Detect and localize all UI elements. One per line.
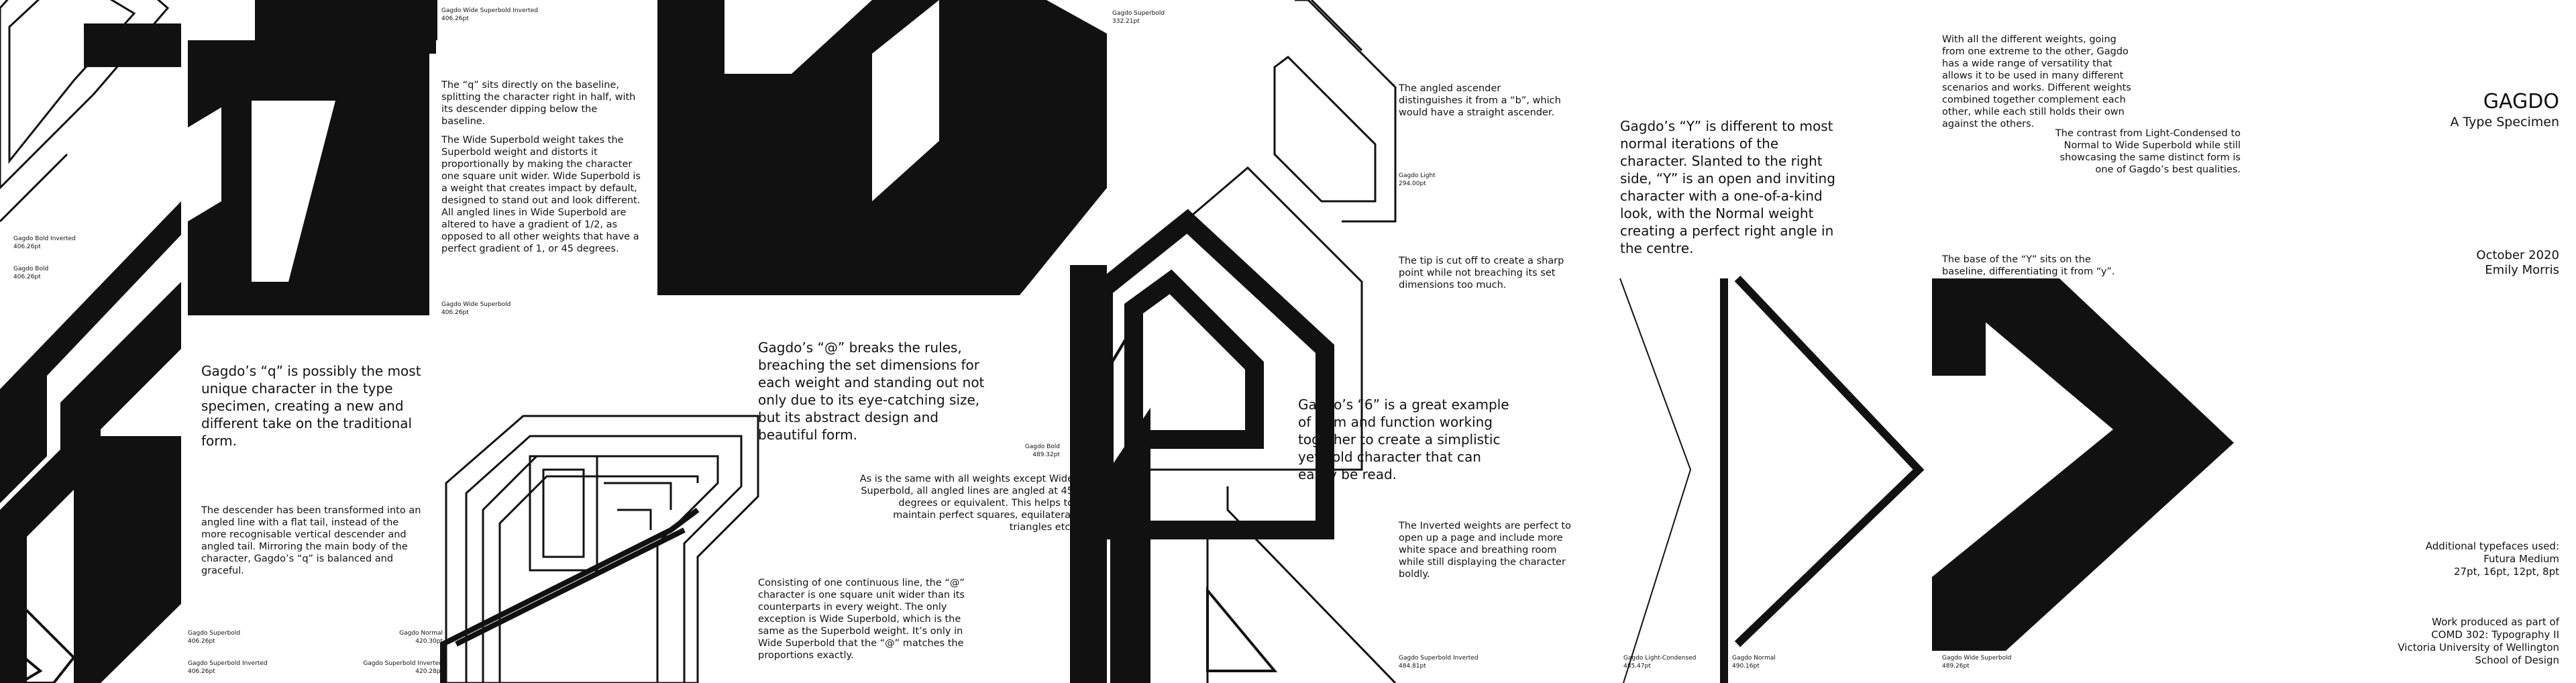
caption-bold: Gagdo Bold 406.26pt — [13, 266, 49, 280]
caption-light-condensed: Gagdo Light-Condensed 485.47pt — [1623, 655, 1697, 670]
cover-subtitle: A Type Specimen — [2450, 115, 2559, 129]
body-inverted: The Inverted weights are perfect to open up a page and include more white space and breathing room while still displaying the character boldly. — [1399, 521, 1571, 580]
glyph-six-superbold-inverted — [1208, 590, 1275, 671]
body-at-angles: As is the same with all weights except Wide Superbold, all angled lines are angled at 45 degrees or equivalent. This helps to maintain perfect squares, equilateral triangles etc. — [859, 474, 1073, 533]
body-q-baseline: The “q” sits directly on the baseline, splitting the character right in half, with its descender dipping below the baseline. — [441, 80, 636, 127]
body-weights: With all the different weights, going from one extreme to the other, Gagdo has a wide range of versatility that allows it to be used in many different scenarios and works. Different weights combined together complement each other, while each still holds their own against the others. — [1942, 34, 2131, 129]
glyph-at-normal — [446, 416, 758, 683]
glyph-y-wide-superbold — [1932, 278, 2234, 651]
caption-normal: Gagdo Normal 420.30pt — [399, 630, 443, 645]
caption-wide-inverted: Gagdo Wide Superbold Inverted 406.26pt — [441, 7, 538, 22]
caption-light: Gagdo Light 294.00pt — [1399, 172, 1436, 187]
cover-credits: Work produced as part of COMD 302: Typography II Victoria University of Wellington School of Design — [2398, 616, 2559, 666]
caption-wide-p6: Gagdo Wide Superbold 489.26pt — [1942, 655, 2012, 670]
glyph-at-superbold-inverted — [443, 510, 698, 683]
glyph-y-light-condensed — [1620, 278, 1690, 683]
cover-title: GAGDO — [2483, 90, 2559, 113]
caption-bold-inverted: Gagdo Bold Inverted 406.26pt — [13, 235, 76, 250]
cover-typefaces: Additional typefaces used: Futura Medium 27pt, 16pt, 12pt, 8pt — [2425, 540, 2559, 578]
caption-normal-p5: Gagdo Normal 490.16pt — [1732, 655, 1776, 670]
body-tip: The tip is cut off to create a sharp point while not breaching its set dimensions too much. — [1399, 256, 1564, 291]
body-ascender: The angled ascender distinguishes it from a “b”, which would have a straight ascender. — [1399, 83, 1561, 118]
body-contrast: The contrast from Light-Condensed to Normal to Wide Superbold while still showcasing the same distinct form is one of Gagdo’s best qualities. — [2055, 128, 2241, 175]
body-base: The base of the “Y” sits on the baseline, differentiating it from “y”. — [1942, 254, 2115, 277]
body-at-line: Consisting of one continuous line, the “@” character is one square unit wider than its counterparts in every weight. The only exception is Wide Superbold, which is the same as the Superbold weight. It’s only in Wide Superbold that the “@” matches the proportions exactly. — [758, 578, 965, 661]
glyph-six-light — [1275, 0, 1395, 221]
cover-date: October 2020 — [2476, 248, 2559, 262]
body-wide-superbold: The Wide Superbold weight takes the Superbold weight and distorts it proportionally by making the character one square unit wider. Wide Superbold is a weight that creates impact by default, designed to stand out and look different. All angled lines in Wide Superbold are altered to have a gradient of 1/2, as opposed to all other weights that have a perfect gradient of 1, or 45 degrees. — [441, 135, 641, 254]
body-q-descender: The descender has been transformed into an angled line with a flat tail, instead of the more recognisable vertical descender and angled tail. Mirroring the main body of the character, Gagdo’s “q” is balanced and graceful. — [201, 505, 421, 576]
lede-y: Gagdo’s “Y” is different to most normal iterations of the character. Slanted to the right side, “Y” is an open and inviting character with a one-of-a-kind look, with the Normal weight creating a perfect right angle in the centre. — [1620, 118, 1835, 256]
caption-superbold-inverted: Gagdo Superbold Inverted 406.26pt — [188, 660, 268, 675]
lede-at: Gagdo’s “@” breaks the rules, breaching the set dimensions for each weight and standing out not only due to its eye-catching size, but its abstract design and beautiful form. — [758, 339, 985, 443]
caption-superbold-inv-p4: Gagdo Superbold Inverted 484.81pt — [1399, 655, 1479, 670]
caption-bold-p3: Gagdo Bold 489.32pt — [1024, 443, 1060, 458]
glyph-y-normal — [1724, 278, 1919, 683]
lede-six: Gagdo’s “6” is a great example of form and function working together to create a simplistic yet bold character that can easily be read. — [1298, 397, 1509, 482]
caption-superbold-p3: Gagdo Superbold 332.21pt — [1112, 10, 1165, 25]
caption-superbold: Gagdo Superbold 406.26pt — [188, 630, 241, 645]
glyph-at-superbold — [657, 0, 1107, 295]
caption-wide: Gagdo Wide Superbold 406.26pt — [441, 301, 511, 316]
glyph-q-superbold-right — [181, 0, 436, 315]
lede-q: Gagdo’s “q” is possibly the most unique character in the type specimen, creating a new and different take on the traditional form. — [201, 363, 421, 449]
cover-author: Emily Morris — [2485, 263, 2559, 277]
caption-superbold-inv: Gagdo Superbold Inverted 420.28pt — [363, 660, 443, 675]
